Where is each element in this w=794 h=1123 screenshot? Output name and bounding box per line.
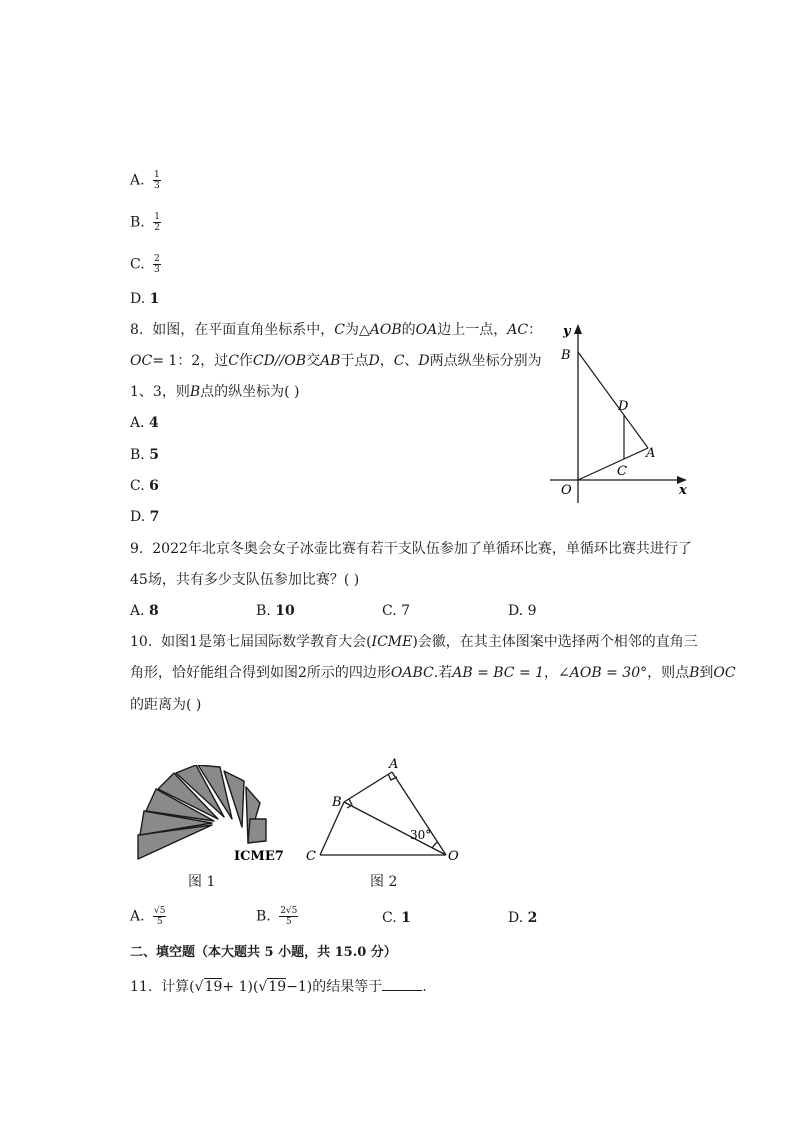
quadrilateral-figure (304, 754, 474, 869)
label-c: C (617, 464, 627, 479)
q9-option-c: C. 7 (382, 603, 411, 619)
q10-option-d: D. 2 (508, 910, 538, 926)
figure-1-caption: 图 1 (188, 874, 216, 890)
right-angle-mark-a (388, 774, 397, 780)
label-a: A (646, 446, 656, 461)
label-c: C (306, 849, 316, 864)
q10-line-3: 的距离为( ) (130, 697, 202, 713)
q10-line-1: 10. 如图1是第七届国际数学教育大会(ICME)会徽，在其主体图案中选择两个相邻的直角三 (130, 634, 698, 650)
logo-triangle (248, 819, 266, 843)
q9-line-1: 9. 2022年北京冬奥会女子冰壶比赛有若干支队伍参加了单循环比赛，单循环比赛共进行了 (130, 541, 692, 557)
q10-option-b: B. $\frac{2√5}{5}$ (256, 906, 298, 927)
label-angle-30: 30° (410, 828, 432, 842)
fraction: $\frac{2}{3}$ (154, 254, 160, 275)
q8-option-c: C. 6 (130, 478, 159, 494)
q7-option-a: A. $\frac{1}{3}$ (130, 170, 160, 191)
q10-line-2: 角形，恰好能组合得到如图2所示的四边形OABC.若AB = BC = 1，∠AOB = 30°，则点B到OC (130, 665, 736, 681)
q7-option-c: C. $\frac{2}{3}$ (130, 254, 160, 275)
q9-option-a: A. 8 (130, 603, 159, 619)
segment-ba (578, 352, 648, 448)
q7-option-d: D. 1 (130, 291, 160, 307)
label-x: x (679, 483, 687, 498)
q8-option-b: B. 5 (130, 447, 159, 463)
fraction: $\frac{√5}{5}$ (154, 906, 166, 927)
figure-2-caption: 图 2 (370, 874, 398, 890)
fraction: $\frac{2√5}{5}$ (280, 906, 298, 927)
fraction: $\frac{1}{2}$ (154, 212, 160, 233)
y-axis-arrow (574, 324, 582, 334)
label-a: A (389, 757, 399, 772)
q8-line-1: 8. 如图，在平面直角坐标系中，C为△AOB的OA边上一点，AC： (130, 322, 543, 338)
icme7-label: ICME7 (234, 849, 284, 864)
q10-option-c: C. 1 (382, 910, 411, 926)
q8-line-3: 1、3，则B点的纵坐标为( ) (130, 384, 300, 400)
label-b: B (332, 795, 342, 810)
q9-line-2: 45场，共有多少支队伍参加比赛？( ) (130, 572, 360, 588)
q7-option-b: B. $\frac{1}{2}$ (130, 212, 160, 233)
label-d: D (618, 399, 629, 414)
q8-option-d: D. 7 (130, 509, 160, 525)
q9-option-d: D. 9 (508, 603, 537, 619)
sqrt-sign: √ (258, 979, 268, 995)
icme-logo-figure (132, 765, 292, 865)
label-y: y (563, 324, 571, 339)
angle-arc-30 (432, 842, 438, 848)
sqrt-sign: √ (194, 979, 204, 995)
label-o: O (448, 849, 459, 864)
q9-option-b: B. 10 (256, 603, 295, 619)
label-o: O (561, 483, 572, 498)
q8-line-2: OC= 1：2，过C作CD//OB交AB于点D，C、D两点纵坐标分别为 (130, 353, 542, 369)
answer-blank[interactable] (382, 976, 422, 991)
q10-option-a: A. $\frac{√5}{5}$ (130, 906, 166, 927)
segment-ba (344, 772, 392, 802)
q8-option-a: A. 4 (130, 415, 159, 431)
q11-line: 11. 计算(√19+ 1)(√19−1)的结果等于 . (130, 976, 427, 997)
section-2-heading: 二、填空题（本大题共 5 小题，共 15.0 分） (130, 945, 397, 960)
segment-oa (578, 448, 648, 480)
q8-coordinate-figure (545, 318, 695, 508)
label-b: B (561, 348, 571, 363)
fraction: $\frac{1}{3}$ (154, 170, 160, 191)
